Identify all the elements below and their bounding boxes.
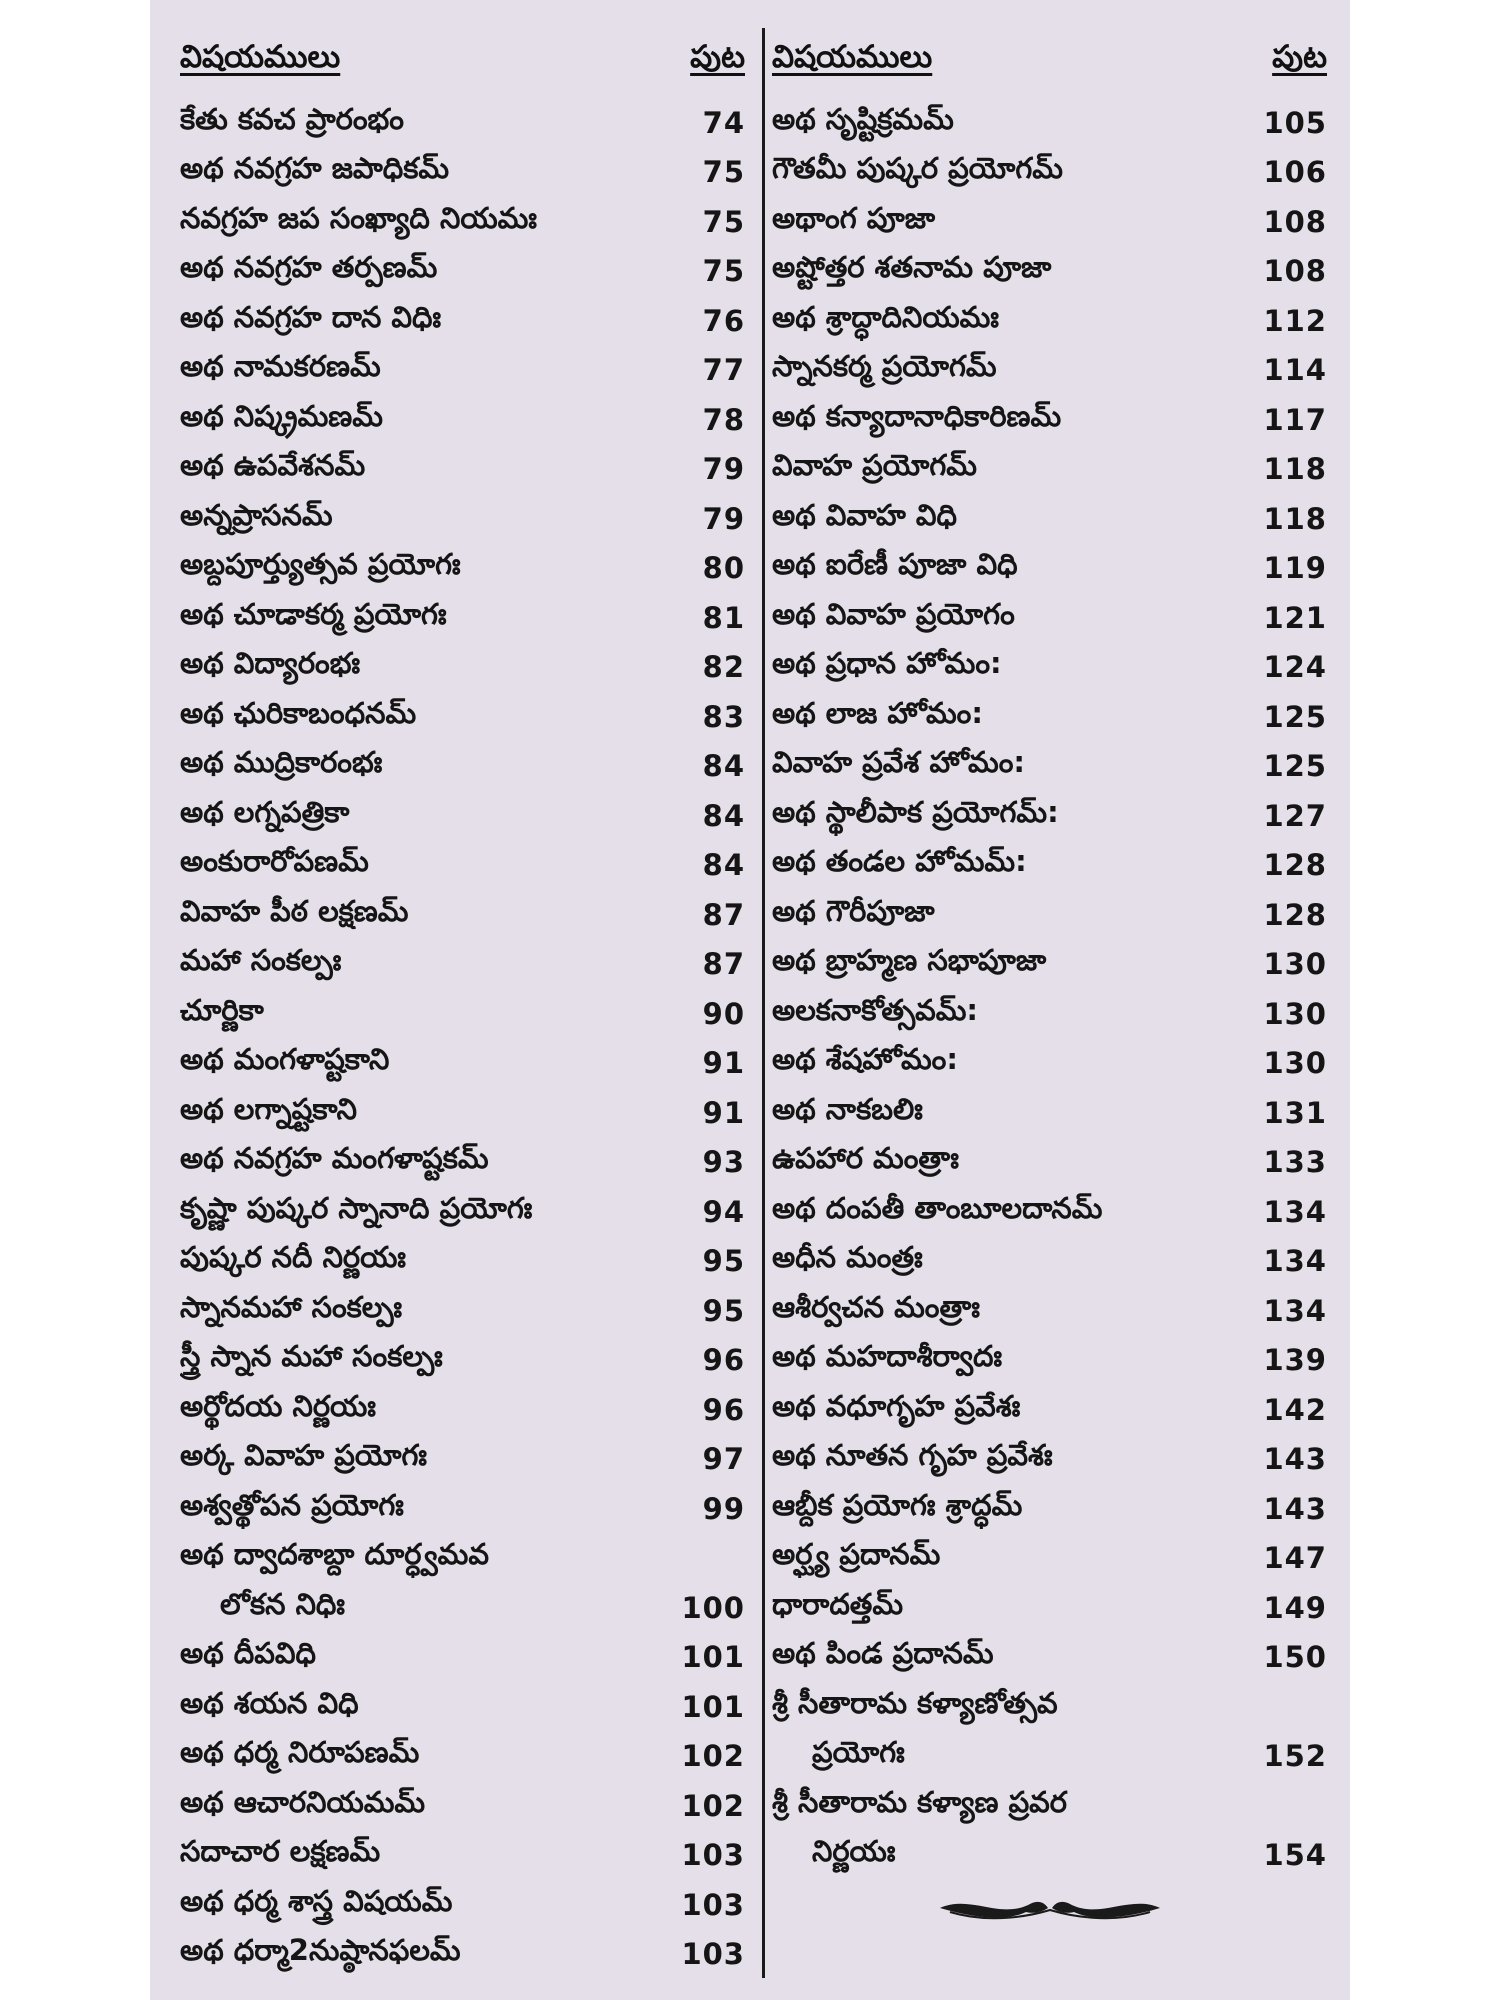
entry-page-number: 143 bbox=[1263, 1491, 1327, 1526]
entry-title: నవగ్రహ జప సంఖ్యాది నియమః bbox=[180, 200, 537, 235]
contents-entry bbox=[180, 742, 745, 792]
entry-page-number: 130 bbox=[1263, 947, 1327, 982]
entry-page-number: 84 bbox=[702, 749, 745, 784]
entry-title: అథ ధర్మ నిరూపణమ్ bbox=[180, 1735, 420, 1770]
entry-page-number: 96 bbox=[702, 1343, 745, 1378]
entry-title: అథ నవగ్రహ దాన విధిః bbox=[180, 299, 442, 334]
entry-title: అథ దంపతీ తాంబూలదానమ్ bbox=[772, 1190, 1103, 1225]
contents-entry bbox=[772, 989, 1327, 1039]
entry-title: అథ విద్యారంభః bbox=[180, 646, 361, 681]
entry-title: అథ ఆచారనియమమ్ bbox=[180, 1784, 426, 1819]
entry-page-number: 97 bbox=[702, 1442, 745, 1477]
entry-title: ఉపహార మంత్రాః bbox=[772, 1141, 959, 1176]
contents-entry bbox=[180, 1633, 745, 1683]
entry-page-number: 131 bbox=[1263, 1095, 1327, 1130]
topics-heading: విషయములు bbox=[772, 39, 933, 75]
entry-page-number: 95 bbox=[702, 1293, 745, 1328]
contents-entry bbox=[180, 1682, 745, 1732]
contents-entry bbox=[772, 742, 1327, 792]
entry-title: అంకురారోపణమ్ bbox=[180, 844, 369, 879]
entry-title: అథ పిండ ప్రదానమ్ bbox=[772, 1636, 994, 1671]
entry-page-number: 134 bbox=[1263, 1293, 1327, 1328]
entry-title: స్త్రీ స్నాన మహా సంకల్పః bbox=[180, 1339, 443, 1374]
entry-page-number: 103 bbox=[681, 1838, 745, 1873]
entry-page-number: 149 bbox=[1263, 1590, 1327, 1625]
entry-page-number: 101 bbox=[681, 1689, 745, 1724]
entry-page-number: 91 bbox=[702, 1046, 745, 1081]
entry-page-number: 154 bbox=[1263, 1838, 1327, 1873]
contents-entry bbox=[772, 890, 1327, 940]
entry-page-number: 150 bbox=[1263, 1640, 1327, 1675]
entry-page-number: 79 bbox=[702, 452, 745, 487]
contents-entry bbox=[772, 940, 1327, 990]
entry-title: వివాహ ప్రయోగమ్ bbox=[772, 448, 977, 483]
entry-page-number: 84 bbox=[702, 848, 745, 883]
contents-entry bbox=[772, 445, 1327, 495]
contents-left-column bbox=[180, 30, 745, 1979]
entry-title: సదాచార లక్షణమ్ bbox=[180, 1834, 381, 1869]
entry-page-number: 103 bbox=[681, 1887, 745, 1922]
entry-page-number: 103 bbox=[681, 1937, 745, 1972]
entry-page-number: 76 bbox=[702, 303, 745, 338]
contents-entry bbox=[180, 791, 745, 841]
contents-entry bbox=[180, 1187, 745, 1237]
entry-page-number: 125 bbox=[1263, 749, 1327, 784]
contents-entry bbox=[180, 197, 745, 247]
entry-title: అథ బ్రాహ్మణ సభాపూజా bbox=[772, 943, 1047, 978]
contents-entry bbox=[180, 1534, 745, 1584]
entry-page-number: 117 bbox=[1263, 402, 1327, 437]
page-heading: పుట bbox=[1272, 39, 1327, 75]
contents-entry bbox=[772, 395, 1327, 445]
entry-page-number: 142 bbox=[1263, 1392, 1327, 1427]
entry-page-number: 96 bbox=[702, 1392, 745, 1427]
contents-entry bbox=[180, 247, 745, 297]
contents-entry bbox=[180, 692, 745, 742]
column-header bbox=[772, 30, 1327, 82]
entry-title: అన్నప్రాసనమ్ bbox=[180, 497, 333, 532]
entry-page-number: 91 bbox=[702, 1095, 745, 1130]
entry-title: గౌతమీ పుష్కర ప్రయోగమ్ bbox=[772, 151, 1063, 186]
entry-title: అథ ధర్మ శాస్త్ర విషయమ్ bbox=[180, 1883, 453, 1918]
entry-page-number: 134 bbox=[1263, 1194, 1327, 1229]
entry-title: అశ్వత్థోపన ప్రయోగః bbox=[180, 1487, 404, 1522]
entry-title: ఆబ్దీక ప్రయోగః శ్రాద్ధమ్ bbox=[772, 1487, 1023, 1522]
contents-entry bbox=[772, 1138, 1327, 1188]
contents-entry bbox=[772, 1484, 1327, 1534]
contents-entry bbox=[772, 1187, 1327, 1237]
contents-entry bbox=[180, 1385, 745, 1435]
entry-title: అథ నవగ్రహ మంగళాష్టకమ్ bbox=[180, 1141, 489, 1176]
entry-page-number: 133 bbox=[1263, 1145, 1327, 1180]
contents-entry bbox=[180, 1781, 745, 1831]
contents-entry bbox=[180, 1880, 745, 1930]
entry-page-number: 75 bbox=[702, 254, 745, 289]
entry-page-number: 94 bbox=[702, 1194, 745, 1229]
page-heading: పుట bbox=[690, 39, 745, 75]
entry-page-number: 128 bbox=[1263, 897, 1327, 932]
entry-title: అథ ధర్మా2నుష్ఠానఫలమ్ bbox=[180, 1933, 461, 1968]
entry-page-number: 102 bbox=[681, 1788, 745, 1823]
entry-title: అథ ఐరేణీ పూజా విధి bbox=[772, 547, 1018, 582]
contents-entry bbox=[180, 1237, 745, 1287]
entry-title: చూర్ణికా bbox=[180, 992, 264, 1027]
contents-entry bbox=[772, 1534, 1327, 1584]
topics-heading: విషయములు bbox=[180, 39, 341, 75]
entry-title: అథ స్థాలీపాక ప్రయోగమ్: bbox=[772, 794, 1059, 829]
entry-page-number: 77 bbox=[702, 353, 745, 388]
contents-entry bbox=[180, 544, 745, 594]
entry-title: పుష్కర నదీ నిర్ణయః bbox=[180, 1240, 407, 1275]
entry-title: అథ వధూగృహ ప్రవేశః bbox=[772, 1388, 1021, 1423]
contents-right-column bbox=[772, 30, 1327, 1928]
entry-title: శ్రీ సీతారామ కళ్యాణ ప్రవర bbox=[772, 1784, 1068, 1819]
entry-title: మహా సంకల్పః bbox=[180, 943, 342, 978]
contents-entry bbox=[772, 1237, 1327, 1287]
book-page bbox=[150, 0, 1350, 2000]
entry-title: కేతు కవచ ప్రారంభం bbox=[180, 101, 404, 136]
ornament-flourish bbox=[772, 1890, 1327, 1928]
entry-page-number: 93 bbox=[702, 1145, 745, 1180]
entry-page-number: 81 bbox=[702, 600, 745, 635]
contents-entry bbox=[772, 1831, 1327, 1881]
contents-entry bbox=[772, 1781, 1327, 1831]
entry-title: అథ ద్వాదశాబ్దా దూర్ధ్వమవ bbox=[180, 1537, 489, 1572]
contents-entry bbox=[772, 296, 1327, 346]
contents-entry bbox=[772, 1633, 1327, 1683]
entry-page-number: 106 bbox=[1263, 155, 1327, 190]
contents-entry bbox=[180, 1831, 745, 1881]
contents-entry bbox=[180, 1088, 745, 1138]
entry-page-number: 100 bbox=[681, 1590, 745, 1625]
entry-title: అథ లగ్నపత్రికా bbox=[180, 794, 350, 829]
entry-page-number: 143 bbox=[1263, 1442, 1327, 1477]
entry-title: లోకన నిధిః bbox=[220, 1586, 345, 1621]
entry-title: కృష్ణా పుష్కర స్నానాది ప్రయోగః bbox=[180, 1190, 533, 1225]
entry-page-number: 139 bbox=[1263, 1343, 1327, 1378]
entry-title: అథ ప్రధాన హోమం: bbox=[772, 646, 1002, 681]
contents-entry bbox=[180, 841, 745, 891]
entry-page-number: 78 bbox=[702, 402, 745, 437]
entry-page-number: 112 bbox=[1263, 303, 1327, 338]
entry-page-number: 118 bbox=[1263, 452, 1327, 487]
entry-title: స్నానకర్మ ప్రయోగమ్ bbox=[772, 349, 997, 384]
entry-title: అథ చూడాకర్మ ప్రయోగః bbox=[180, 596, 447, 631]
entry-title: అథ మహదాశీర్వాదః bbox=[772, 1339, 1003, 1374]
entry-title: అథ తండల హోమమ్: bbox=[772, 844, 1027, 879]
entry-title: అథ నూతన గృహ ప్రవేశః bbox=[772, 1438, 1053, 1473]
contents-entry bbox=[180, 940, 745, 990]
contents-entry bbox=[772, 1336, 1327, 1386]
entry-title: అథ లగ్నాష్టకాని bbox=[180, 1091, 357, 1126]
entry-page-number: 75 bbox=[702, 155, 745, 190]
contents-entry bbox=[772, 148, 1327, 198]
contents-entry bbox=[180, 1484, 745, 1534]
contents-entry bbox=[180, 148, 745, 198]
entry-page-number: 147 bbox=[1263, 1541, 1327, 1576]
entry-page-number: 130 bbox=[1263, 1046, 1327, 1081]
entry-page-number: 75 bbox=[702, 204, 745, 239]
entry-title: అధీన మంత్రః bbox=[772, 1240, 923, 1275]
entry-page-number: 87 bbox=[702, 947, 745, 982]
contents-entry bbox=[180, 395, 745, 445]
entry-page-number: 87 bbox=[702, 897, 745, 932]
entry-title: అథ లాజ హోమం: bbox=[772, 695, 983, 730]
contents-entry bbox=[180, 1286, 745, 1336]
entry-title: అథ శ్రాద్ధాదినియమః bbox=[772, 299, 999, 334]
entry-title: స్నానమహా సంకల్పః bbox=[180, 1289, 403, 1324]
contents-entry bbox=[180, 1336, 745, 1386]
contents-entry bbox=[772, 593, 1327, 643]
entry-title: అథ శేషహోమం: bbox=[772, 1042, 958, 1077]
entry-title: ఆశీర్వచన మంత్రాః bbox=[772, 1289, 981, 1324]
entry-page-number: 134 bbox=[1263, 1244, 1327, 1279]
entry-page-number: 101 bbox=[681, 1640, 745, 1675]
entry-title: అథాంగ పూజా bbox=[772, 200, 936, 235]
contents-entry bbox=[772, 1088, 1327, 1138]
entry-page-number: 90 bbox=[702, 996, 745, 1031]
contents-entry bbox=[180, 1583, 745, 1633]
contents-entry bbox=[772, 643, 1327, 693]
contents-entry bbox=[180, 1435, 745, 1485]
contents-entry bbox=[180, 643, 745, 693]
entry-title: ధారాదత్తమ్ bbox=[772, 1586, 904, 1621]
entry-title: అథ శయన విధి bbox=[180, 1685, 359, 1720]
entry-page-number: 102 bbox=[681, 1739, 745, 1774]
entry-page-number: 121 bbox=[1263, 600, 1327, 635]
entry-page-number: 108 bbox=[1263, 254, 1327, 289]
entry-page-number: 108 bbox=[1263, 204, 1327, 239]
entry-page-number: 119 bbox=[1263, 551, 1327, 586]
entry-title: అథ ఛురికాబంధనమ్ bbox=[180, 695, 417, 730]
entry-title: అష్టోత్తర శతనామ పూజా bbox=[772, 250, 1052, 285]
contents-entry bbox=[772, 1385, 1327, 1435]
entry-page-number: 114 bbox=[1263, 353, 1327, 388]
entry-title: అబ్దపూర్త్యుత్సవ ప్రయోగః bbox=[180, 547, 461, 582]
contents-entry bbox=[772, 1583, 1327, 1633]
contents-entry bbox=[180, 445, 745, 495]
entry-title: ప్రయోగః bbox=[812, 1735, 905, 1770]
entry-title: నిర్ణయః bbox=[812, 1834, 896, 1869]
entry-page-number: 124 bbox=[1263, 650, 1327, 685]
entry-title: అథ దీపవిధి bbox=[180, 1636, 316, 1671]
contents-entry bbox=[180, 98, 745, 148]
entry-title: అథ సృష్టిక్రమమ్ bbox=[772, 101, 954, 136]
contents-entry bbox=[180, 296, 745, 346]
entry-page-number: 130 bbox=[1263, 996, 1327, 1031]
column-divider bbox=[762, 28, 765, 1978]
contents-entry bbox=[180, 989, 745, 1039]
contents-entry bbox=[772, 247, 1327, 297]
entry-page-number: 125 bbox=[1263, 699, 1327, 734]
entry-title: అథ గౌరీపూజా bbox=[772, 893, 935, 928]
entry-title: అథ నామకరణమ్ bbox=[180, 349, 381, 384]
entry-page-number: 84 bbox=[702, 798, 745, 833]
contents-entry bbox=[772, 1435, 1327, 1485]
entry-page-number: 118 bbox=[1263, 501, 1327, 536]
contents-entry bbox=[772, 544, 1327, 594]
entry-page-number: 80 bbox=[702, 551, 745, 586]
entry-title: శ్రీ సీతారామ కళ్యాణోత్సవ bbox=[772, 1685, 1058, 1720]
contents-entry bbox=[180, 593, 745, 643]
contents-entry bbox=[180, 1732, 745, 1782]
entry-page-number: 74 bbox=[702, 105, 745, 140]
entry-page-number: 79 bbox=[702, 501, 745, 536]
entry-title: వివాహ ప్రవేశ హోమం: bbox=[772, 745, 1026, 780]
entry-title: అథ నాకబలిః bbox=[772, 1091, 923, 1126]
entry-title: అథ ముద్రికారంభః bbox=[180, 745, 383, 780]
entry-title: అర్ఘ్య ప్రదానమ్ bbox=[772, 1537, 941, 1572]
entry-title: అథ ఉపవేశనమ్ bbox=[180, 448, 366, 483]
entry-title: అథ కన్యాదానాధికారిణమ్ bbox=[772, 398, 1062, 433]
contents-entry bbox=[180, 1039, 745, 1089]
contents-entry bbox=[772, 197, 1327, 247]
contents-entry bbox=[772, 692, 1327, 742]
entry-title: అథ వివాహ విధి bbox=[772, 497, 958, 532]
contents-entry bbox=[180, 890, 745, 940]
entry-page-number: 99 bbox=[702, 1491, 745, 1526]
entry-page-number: 152 bbox=[1263, 1739, 1327, 1774]
column-header bbox=[180, 30, 745, 82]
contents-list-right bbox=[772, 98, 1327, 1880]
entry-page-number: 128 bbox=[1263, 848, 1327, 883]
entry-title: అర్థోదయ నిర్ణయః bbox=[180, 1388, 376, 1423]
contents-entry bbox=[772, 1286, 1327, 1336]
entry-title: అథ నవగ్రహ జపాధికమ్ bbox=[180, 151, 450, 186]
entry-page-number: 105 bbox=[1263, 105, 1327, 140]
contents-entry bbox=[772, 1732, 1327, 1782]
entry-title: వివాహ పీఠ లక్షణమ్ bbox=[180, 893, 409, 928]
contents-list-left bbox=[180, 98, 745, 1979]
contents-entry bbox=[772, 1039, 1327, 1089]
contents-entry bbox=[772, 841, 1327, 891]
entry-title: అథ వివాహ ప్రయోగం bbox=[772, 596, 1015, 631]
entry-title: అథ నిష్క్రమణమ్ bbox=[180, 398, 383, 433]
contents-entry bbox=[180, 346, 745, 396]
entry-page-number: 95 bbox=[702, 1244, 745, 1279]
contents-entry bbox=[772, 346, 1327, 396]
entry-title: అలకనాకోత్సవమ్: bbox=[772, 992, 979, 1027]
contents-entry bbox=[772, 1682, 1327, 1732]
entry-page-number: 127 bbox=[1263, 798, 1327, 833]
contents-entry bbox=[772, 494, 1327, 544]
entry-title: అథ మంగళాష్టకాని bbox=[180, 1042, 390, 1077]
contents-entry bbox=[180, 1138, 745, 1188]
entry-page-number: 83 bbox=[702, 699, 745, 734]
entry-title: అర్క వివాహ ప్రయోగః bbox=[180, 1438, 428, 1473]
contents-entry bbox=[180, 494, 745, 544]
contents-entry bbox=[180, 1930, 745, 1980]
entry-title: అథ నవగ్రహ తర్పణమ్ bbox=[180, 250, 438, 285]
entry-page-number: 82 bbox=[702, 650, 745, 685]
contents-entry bbox=[772, 98, 1327, 148]
contents-entry bbox=[772, 791, 1327, 841]
